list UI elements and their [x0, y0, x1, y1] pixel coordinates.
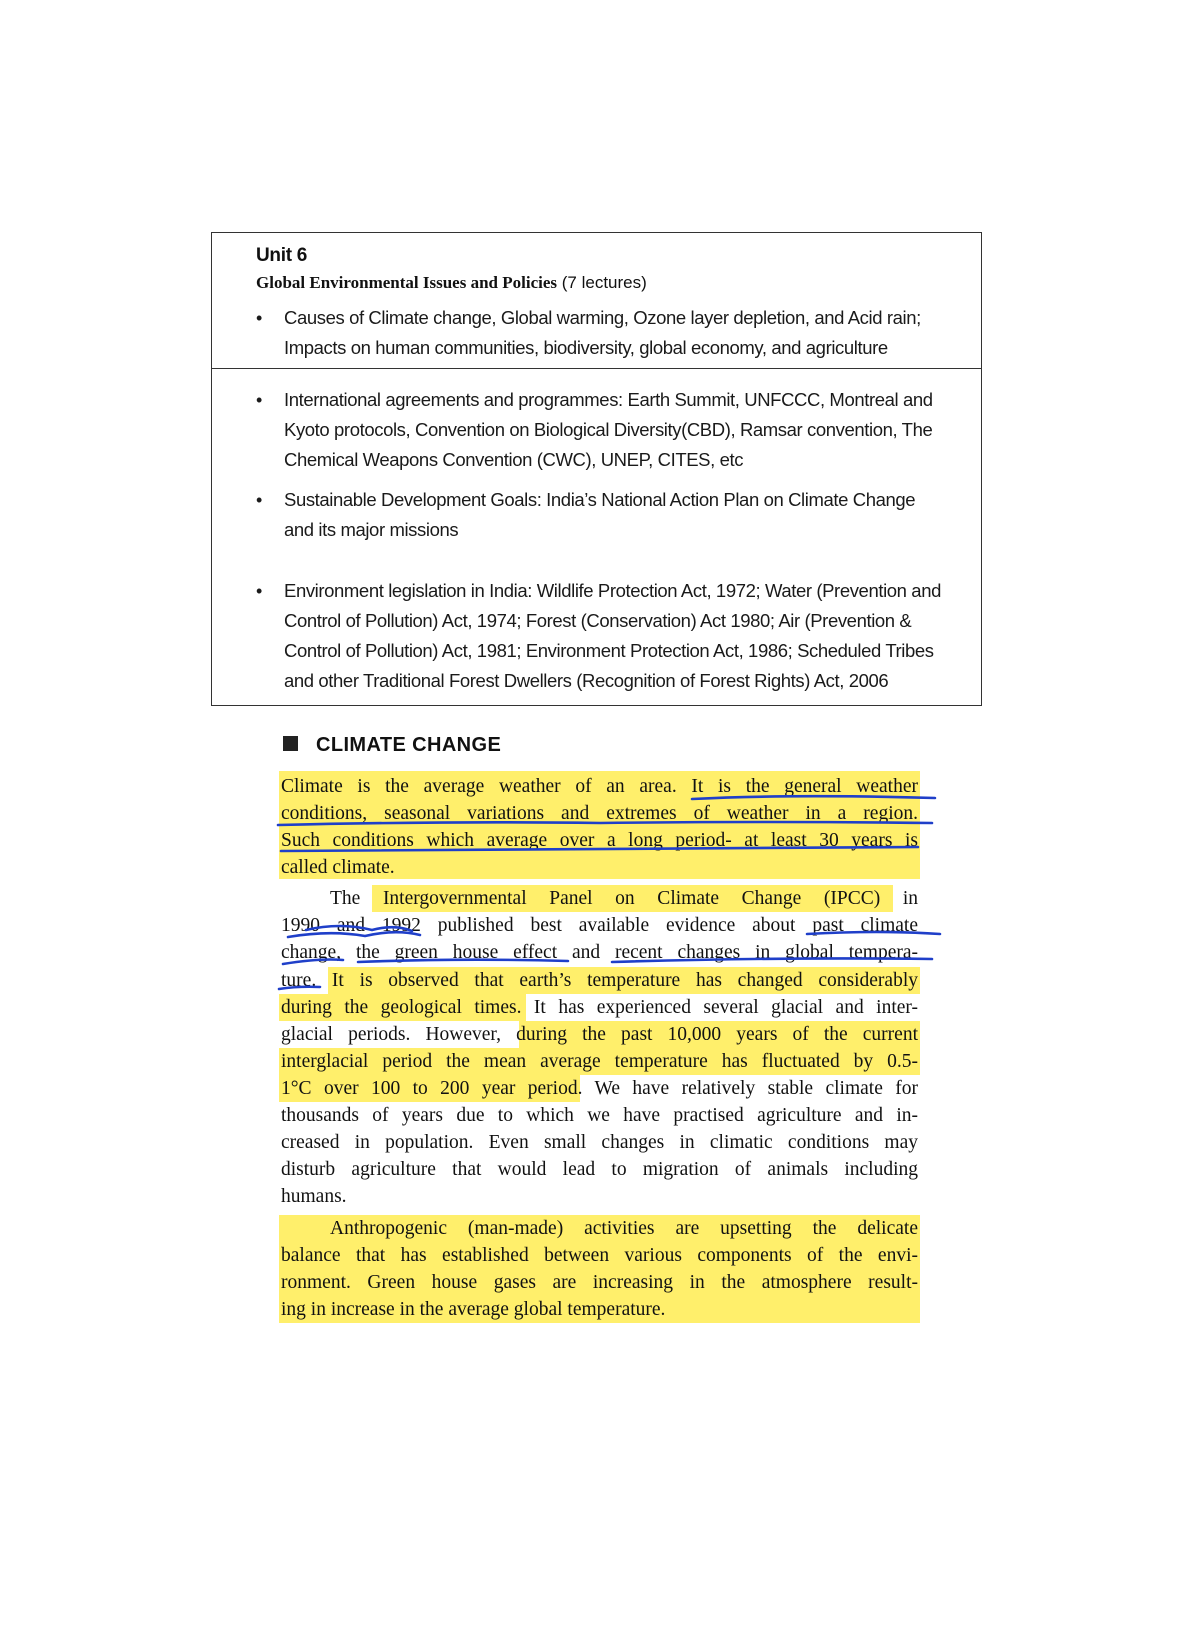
- bullet-line: Causes of Climate change, Global warming, Ozone layer depletion, and Acid rain;: [284, 307, 921, 328]
- bullet-marker: •: [256, 308, 262, 328]
- text-line: conditions, seasonal variations and extremes of weather in a region.: [281, 803, 918, 824]
- text-line: 1990 and 1992 published best available evidence about past climate: [281, 915, 918, 936]
- text-line: during the geological times. It has experienced several glacial and inter-: [281, 997, 918, 1018]
- pen-underline: [358, 960, 568, 962]
- bullet-line: Kyoto protocols, Convention on Biological Diversity(CBD), Ramsar convention, The: [284, 419, 933, 440]
- pen-underline: [279, 987, 320, 989]
- bullet-line: International agreements and programmes: Earth Summit, UNFCCC, Montreal and: [284, 389, 933, 410]
- unit-title-lectures: (7 lectures): [561, 273, 647, 292]
- pen-underline: [612, 958, 932, 962]
- text-line: Such conditions which average over a long period- at least 30 years is: [281, 830, 918, 851]
- text-line: 1°C over 100 to 200 year period. We have relatively stable climate for: [281, 1078, 918, 1099]
- text-line: glacial periods. However, during the past 10,000 years of the current: [281, 1024, 918, 1045]
- text-line: thousands of years due to which we have practised agriculture and in-: [281, 1105, 918, 1126]
- bullet-marker: •: [256, 390, 262, 410]
- bullet-line: Control of Pollution) Act, 1981; Environment Protection Act, 1986; Scheduled Tribes: [284, 640, 934, 661]
- pen-underline: [281, 847, 918, 851]
- pen-underline: [807, 932, 940, 934]
- text-line: balance that has established between various components of the envi-: [281, 1245, 918, 1266]
- pen-underline: [283, 960, 343, 965]
- bullet-line: Control of Pollution) Act, 1974; Forest (Conservation) Act 1980; Air (Prevention &: [284, 610, 912, 631]
- text-line: The Intergovernmental Panel on Climate Change (IPCC) in: [330, 888, 918, 909]
- bullet-line: Impacts on human communities, biodiversity, global economy, and agriculture: [284, 337, 888, 358]
- bullet-line: and other Traditional Forest Dwellers (Recognition of Forest Rights) Act, 2006: [284, 670, 889, 691]
- bullet-line: and its major missions: [284, 519, 459, 540]
- pen-underline: [288, 932, 420, 937]
- bullet-marker: •: [256, 581, 262, 601]
- bullet-line: Chemical Weapons Convention (CWC), UNEP, CITES, etc: [284, 449, 744, 470]
- text-line: interglacial period the mean average temperature has fluctuated by 0.5-: [281, 1051, 918, 1072]
- unit-title-main: Global Environmental Issues and Policies: [256, 273, 558, 292]
- pen-underline: [278, 822, 932, 825]
- text-line: Anthropogenic (man-made) activities are upsetting the delicate: [330, 1218, 918, 1239]
- bullet-marker: •: [256, 490, 262, 510]
- pen-underline: [306, 926, 412, 931]
- text-line: disturb agriculture that would lead to migration of animals including: [281, 1159, 918, 1180]
- text-line: ronment. Green house gases are increasing in the atmosphere result-: [281, 1272, 918, 1293]
- bullet-line: Sustainable Development Goals: India’s National Action Plan on Climate Change: [284, 489, 916, 510]
- pen-underline: [692, 796, 935, 799]
- text-line: humans.: [281, 1186, 347, 1207]
- text-line: creased in population. Even small changes in climatic conditions may: [281, 1132, 918, 1153]
- text-line: called climate.: [281, 857, 395, 878]
- text-line: ture. It is observed that earth’s temperature has changed considerably: [281, 970, 918, 991]
- section-heading-text: CLIMATE CHANGE: [316, 734, 502, 756]
- text-line: ing in increase in the average global temperature.: [281, 1299, 666, 1320]
- bullet-line: Environment legislation in India: Wildlife Protection Act, 1972; Water (Prevention and: [284, 580, 941, 601]
- text-line: change, the green house effect and recent changes in global tempera-: [281, 942, 918, 963]
- text-line: Climate is the average weather of an area. It is the general weather: [281, 776, 918, 797]
- unit-label: Unit 6: [256, 245, 307, 266]
